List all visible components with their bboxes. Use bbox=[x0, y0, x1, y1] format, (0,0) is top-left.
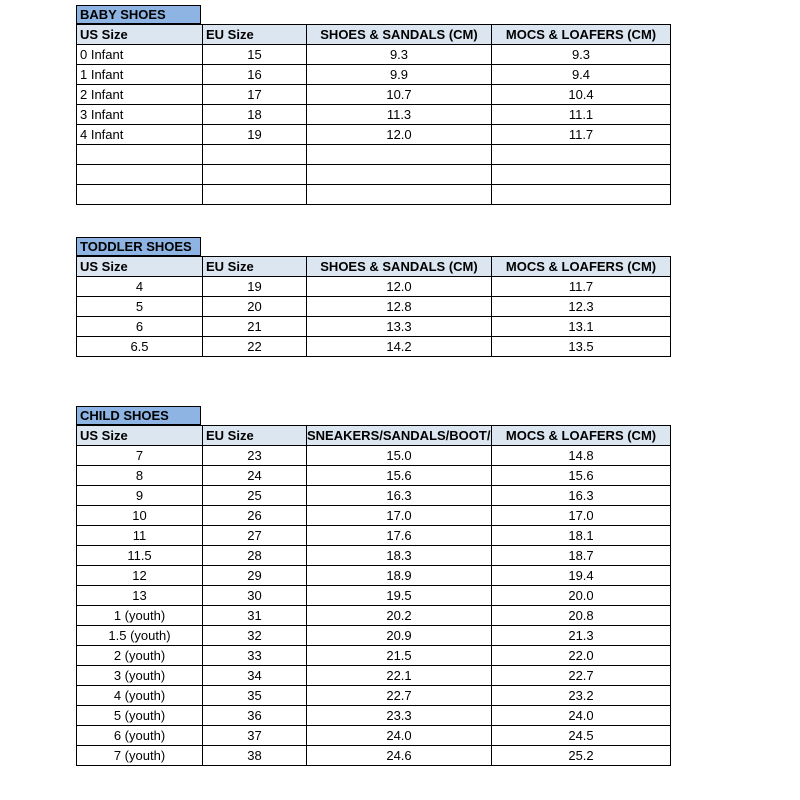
mocs-loafers-cell: 13.1 bbox=[492, 317, 671, 337]
mocs-loafers-cell: 24.0 bbox=[492, 706, 671, 726]
eu-size-cell: 32 bbox=[203, 626, 307, 646]
mocs-loafers-cell: 9.3 bbox=[492, 45, 671, 65]
shoes-sandals-cell: 17.6 bbox=[307, 526, 492, 546]
child-shoes-section bbox=[76, 406, 671, 766]
eu-size-cell: 20 bbox=[203, 297, 307, 317]
shoes-sandals-cell: 22.7 bbox=[307, 686, 492, 706]
mocs-loafers-cell: 20.8 bbox=[492, 606, 671, 626]
mocs-loafers-cell: 13.5 bbox=[492, 337, 671, 357]
header-us-size: US Size bbox=[77, 25, 203, 45]
table-row bbox=[77, 105, 671, 125]
us-size-cell: 9 bbox=[77, 486, 203, 506]
mocs-loafers-cell: 18.7 bbox=[492, 546, 671, 566]
table-row bbox=[77, 65, 671, 85]
table-row bbox=[77, 626, 671, 646]
table-row bbox=[77, 185, 671, 205]
us-size-cell bbox=[77, 185, 203, 205]
mocs-loafers-cell: 22.7 bbox=[492, 666, 671, 686]
header-eu-size: EU Size bbox=[203, 426, 307, 446]
table-row bbox=[77, 726, 671, 746]
toddler-rows bbox=[77, 277, 671, 357]
us-size-cell: 1.5 (youth) bbox=[77, 626, 203, 646]
mocs-loafers-cell: 17.0 bbox=[492, 506, 671, 526]
toddler-shoes-table bbox=[76, 256, 671, 357]
table-row bbox=[77, 317, 671, 337]
mocs-loafers-cell: 20.0 bbox=[492, 586, 671, 606]
eu-size-cell: 33 bbox=[203, 646, 307, 666]
mocs-loafers-cell: 19.4 bbox=[492, 566, 671, 586]
eu-size-cell: 17 bbox=[203, 85, 307, 105]
mocs-loafers-cell: 14.8 bbox=[492, 446, 671, 466]
eu-size-cell: 30 bbox=[203, 586, 307, 606]
us-size-cell: 7 (youth) bbox=[77, 746, 203, 766]
mocs-loafers-cell: 16.3 bbox=[492, 486, 671, 506]
table-row bbox=[77, 337, 671, 357]
us-size-cell: 11 bbox=[77, 526, 203, 546]
shoes-sandals-cell: 24.6 bbox=[307, 746, 492, 766]
header-row bbox=[77, 25, 671, 45]
us-size-cell: 6.5 bbox=[77, 337, 203, 357]
mocs-loafers-cell: 9.4 bbox=[492, 65, 671, 85]
header-eu-size: EU Size bbox=[203, 257, 307, 277]
table-row bbox=[77, 646, 671, 666]
eu-size-cell: 18 bbox=[203, 105, 307, 125]
us-size-cell: 7 bbox=[77, 446, 203, 466]
eu-size-cell: 28 bbox=[203, 546, 307, 566]
eu-size-cell bbox=[203, 185, 307, 205]
eu-size-cell bbox=[203, 165, 307, 185]
eu-size-cell: 26 bbox=[203, 506, 307, 526]
mocs-loafers-cell bbox=[492, 145, 671, 165]
header-mocs-loafers: MOCS & LOAFERS (CM) bbox=[492, 426, 671, 446]
table-row bbox=[77, 466, 671, 486]
mocs-loafers-cell bbox=[492, 185, 671, 205]
mocs-loafers-cell: 15.6 bbox=[492, 466, 671, 486]
shoes-sandals-cell bbox=[307, 165, 492, 185]
header-shoes-sandals: SHOES & SANDALS (CM) bbox=[307, 257, 492, 277]
mocs-loafers-cell: 22.0 bbox=[492, 646, 671, 666]
us-size-cell bbox=[77, 165, 203, 185]
shoes-sandals-cell: 24.0 bbox=[307, 726, 492, 746]
us-size-cell: 2 Infant bbox=[77, 85, 203, 105]
shoes-sandals-cell: 16.3 bbox=[307, 486, 492, 506]
table-row bbox=[77, 666, 671, 686]
us-size-cell: 8 bbox=[77, 466, 203, 486]
eu-size-cell: 36 bbox=[203, 706, 307, 726]
table-row bbox=[77, 686, 671, 706]
us-size-cell: 3 (youth) bbox=[77, 666, 203, 686]
toddler-shoes-section bbox=[76, 237, 671, 357]
table-row bbox=[77, 746, 671, 766]
shoes-sandals-cell: 15.0 bbox=[307, 446, 492, 466]
baby-shoes-table bbox=[76, 24, 671, 205]
shoes-sandals-cell: 20.2 bbox=[307, 606, 492, 626]
eu-size-cell: 37 bbox=[203, 726, 307, 746]
shoes-sandals-cell: 22.1 bbox=[307, 666, 492, 686]
shoes-sandals-cell: 12.0 bbox=[307, 125, 492, 145]
mocs-loafers-cell: 18.1 bbox=[492, 526, 671, 546]
header-eu-size: EU Size bbox=[203, 25, 307, 45]
eu-size-cell: 38 bbox=[203, 746, 307, 766]
table-row bbox=[77, 145, 671, 165]
shoes-sandals-cell: 23.3 bbox=[307, 706, 492, 726]
shoes-sandals-cell: 9.3 bbox=[307, 45, 492, 65]
us-size-cell: 12 bbox=[77, 566, 203, 586]
us-size-cell: 3 Infant bbox=[77, 105, 203, 125]
header-shoes-sandals: SHOES & SANDALS (CM) bbox=[307, 25, 492, 45]
shoes-sandals-cell: 15.6 bbox=[307, 466, 492, 486]
mocs-loafers-cell: 12.3 bbox=[492, 297, 671, 317]
shoes-sandals-cell: 12.8 bbox=[307, 297, 492, 317]
us-size-cell: 6 (youth) bbox=[77, 726, 203, 746]
header-mocs-loafers: MOCS & LOAFERS (CM) bbox=[492, 25, 671, 45]
eu-size-cell: 19 bbox=[203, 125, 307, 145]
shoes-sandals-cell: 12.0 bbox=[307, 277, 492, 297]
section-title: TODDLER SHOES bbox=[76, 237, 201, 256]
section-title: CHILD SHOES bbox=[76, 406, 201, 425]
table-row bbox=[77, 566, 671, 586]
header-us-size: US Size bbox=[77, 257, 203, 277]
shoes-sandals-cell: 13.3 bbox=[307, 317, 492, 337]
table-row bbox=[77, 706, 671, 726]
table-row bbox=[77, 45, 671, 65]
us-size-cell: 1 (youth) bbox=[77, 606, 203, 626]
us-size-cell: 6 bbox=[77, 317, 203, 337]
mocs-loafers-cell: 23.2 bbox=[492, 686, 671, 706]
child-shoes-table bbox=[76, 425, 671, 766]
shoes-sandals-cell: 21.5 bbox=[307, 646, 492, 666]
table-row bbox=[77, 165, 671, 185]
eu-size-cell: 24 bbox=[203, 466, 307, 486]
table-row bbox=[77, 85, 671, 105]
shoes-sandals-cell: 14.2 bbox=[307, 337, 492, 357]
shoes-sandals-cell: 17.0 bbox=[307, 506, 492, 526]
table-row bbox=[77, 546, 671, 566]
us-size-cell: 1 Infant bbox=[77, 65, 203, 85]
header-row bbox=[77, 426, 671, 446]
eu-size-cell: 25 bbox=[203, 486, 307, 506]
us-size-cell: 4 bbox=[77, 277, 203, 297]
eu-size-cell: 16 bbox=[203, 65, 307, 85]
shoes-sandals-cell: 19.5 bbox=[307, 586, 492, 606]
us-size-cell: 10 bbox=[77, 506, 203, 526]
eu-size-cell: 29 bbox=[203, 566, 307, 586]
mocs-loafers-cell: 11.7 bbox=[492, 125, 671, 145]
shoes-sandals-cell: 18.3 bbox=[307, 546, 492, 566]
shoes-sandals-cell: 11.3 bbox=[307, 105, 492, 125]
shoes-sandals-cell: 20.9 bbox=[307, 626, 492, 646]
table-row bbox=[77, 506, 671, 526]
us-size-cell: 4 (youth) bbox=[77, 686, 203, 706]
mocs-loafers-cell: 21.3 bbox=[492, 626, 671, 646]
eu-size-cell: 21 bbox=[203, 317, 307, 337]
child-rows bbox=[77, 446, 671, 766]
shoes-sandals-cell: 10.7 bbox=[307, 85, 492, 105]
eu-size-cell: 31 bbox=[203, 606, 307, 626]
shoes-sandals-cell bbox=[307, 185, 492, 205]
header-clipped-text: /SNEAKERS/SANDALS/BOOT bbox=[307, 428, 491, 443]
baby-rows bbox=[77, 45, 671, 205]
eu-size-cell bbox=[203, 145, 307, 165]
mocs-loafers-cell: 11.7 bbox=[492, 277, 671, 297]
shoes-sandals-cell: 9.9 bbox=[307, 65, 492, 85]
table-row bbox=[77, 277, 671, 297]
eu-size-cell: 34 bbox=[203, 666, 307, 686]
mocs-loafers-cell: 11.1 bbox=[492, 105, 671, 125]
us-size-cell bbox=[77, 145, 203, 165]
table-row bbox=[77, 526, 671, 546]
header-sneakers-sandals-boots bbox=[307, 426, 492, 446]
us-size-cell: 2 (youth) bbox=[77, 646, 203, 666]
eu-size-cell: 23 bbox=[203, 446, 307, 466]
header-mocs-loafers: MOCS & LOAFERS (CM) bbox=[492, 257, 671, 277]
shoes-sandals-cell: 18.9 bbox=[307, 566, 492, 586]
mocs-loafers-cell bbox=[492, 165, 671, 185]
header-us-size: US Size bbox=[77, 426, 203, 446]
eu-size-cell: 15 bbox=[203, 45, 307, 65]
table-row bbox=[77, 586, 671, 606]
us-size-cell: 4 Infant bbox=[77, 125, 203, 145]
eu-size-cell: 22 bbox=[203, 337, 307, 357]
mocs-loafers-cell: 24.5 bbox=[492, 726, 671, 746]
table-row bbox=[77, 486, 671, 506]
table-row bbox=[77, 297, 671, 317]
table-row bbox=[77, 125, 671, 145]
us-size-cell: 0 Infant bbox=[77, 45, 203, 65]
header-row bbox=[77, 257, 671, 277]
us-size-cell: 11.5 bbox=[77, 546, 203, 566]
section-title: BABY SHOES bbox=[76, 5, 201, 24]
mocs-loafers-cell: 10.4 bbox=[492, 85, 671, 105]
table-row bbox=[77, 606, 671, 626]
baby-shoes-section bbox=[76, 5, 671, 205]
us-size-cell: 13 bbox=[77, 586, 203, 606]
eu-size-cell: 35 bbox=[203, 686, 307, 706]
eu-size-cell: 19 bbox=[203, 277, 307, 297]
table-row bbox=[77, 446, 671, 466]
us-size-cell: 5 bbox=[77, 297, 203, 317]
eu-size-cell: 27 bbox=[203, 526, 307, 546]
shoes-sandals-cell bbox=[307, 145, 492, 165]
mocs-loafers-cell: 25.2 bbox=[492, 746, 671, 766]
us-size-cell: 5 (youth) bbox=[77, 706, 203, 726]
